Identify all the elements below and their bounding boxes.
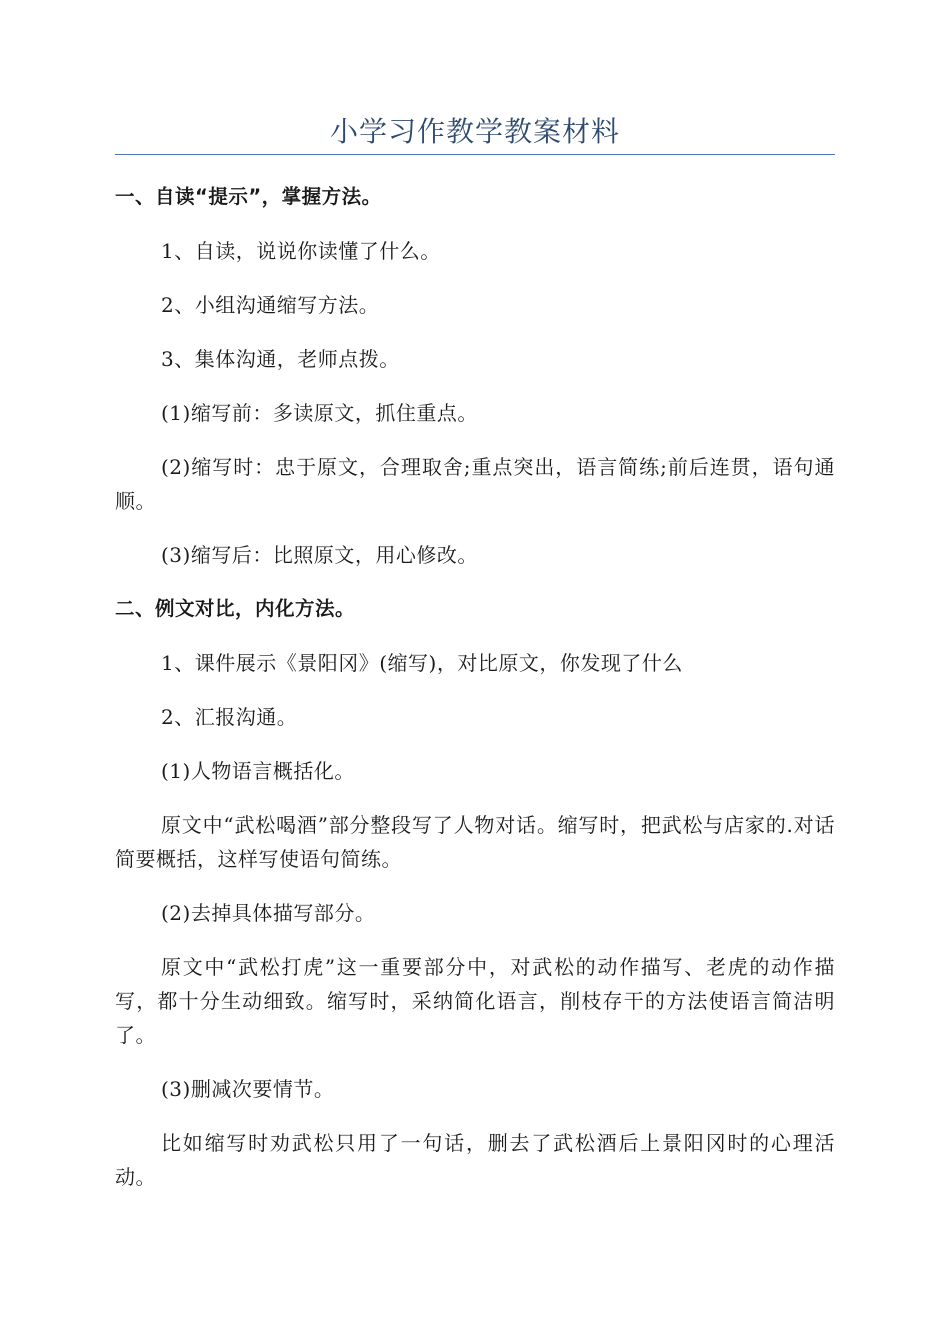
paragraph: (3)删减次要情节。 (161, 1077, 335, 1101)
paragraph: 原文中“武松打虎”这一重要部分中，对武松的动作描写、老虎的动作描写，都十分生动细致。缩写时，采纳简化语言，削枝存干的方法使语言简洁明了。 (115, 955, 835, 1047)
section-heading-1: 一、自读“提示”，掌握方法。 (115, 185, 382, 208)
paragraph: (2)缩写时：忠于原文，合理取舍;重点突出，语言简练;前后连贯，语句通顺。 (115, 455, 835, 513)
paragraph: 2、汇报沟通。 (161, 705, 298, 729)
paragraph: 3、集体沟通，老师点拨。 (161, 347, 400, 371)
paragraph: 比如缩写时劝武松只用了一句话，删去了武松酒后上景阳冈时的心理活动。 (115, 1131, 835, 1189)
paragraph: (1)缩写前：多读原文，抓住重点。 (161, 401, 478, 425)
paragraph: (2)去掉具体描写部分。 (161, 901, 376, 925)
document-body (115, 180, 835, 1194)
paragraph: (3)缩写后：比照原文，用心修改。 (161, 543, 478, 567)
paragraph: 1、课件展示《景阳冈》(缩写)，对比原文，你发现了什么 (161, 651, 683, 675)
document-title: 小学习作教学教案材料 (329, 115, 620, 148)
paragraph: 2、小组沟通缩写方法。 (161, 293, 380, 317)
section-heading-2: 二、例文对比，内化方法。 (115, 597, 356, 620)
paragraph: (1)人物语言概括化。 (161, 759, 355, 783)
title-underline (115, 154, 835, 155)
paragraph: 原文中“武松喝酒”部分整段写了人物对话。缩写时，把武松与店家的.对话简要概括，这样写使语句简练。 (115, 813, 835, 871)
paragraph: 1、自读，说说你读懂了什么。 (161, 239, 441, 263)
